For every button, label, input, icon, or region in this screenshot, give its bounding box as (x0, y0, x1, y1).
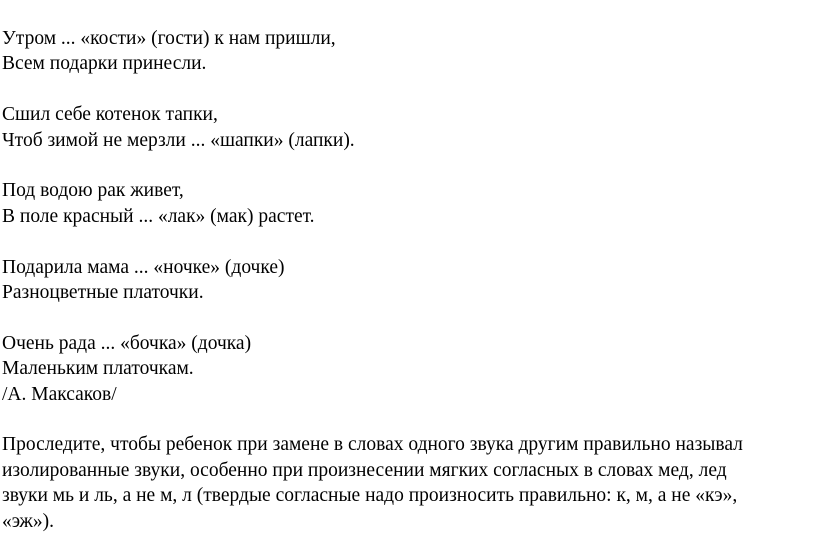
poem-stanza-4 (2, 255, 816, 306)
poem-line: Маленьким платочкам. (2, 358, 194, 380)
poem-line: Очень рада ... «бочка» (дочка) (2, 332, 252, 354)
poem-line: Разноцветные платочки. (2, 282, 204, 304)
poem-stanza-3 (2, 178, 816, 229)
poem-line: Сшил себе котенок тапки, (2, 104, 218, 126)
poem-stanza-5 (2, 331, 816, 407)
poem-stanza-2 (2, 102, 816, 153)
poem-line: Утром ... «кости» (гости) к нам пришли, (2, 28, 336, 49)
instruction-line: Проследите, чтобы ребенок при замене в словах одного звука другим правильно называл (2, 434, 743, 456)
poem-line: Всем подарки принесли. (2, 53, 207, 75)
poem-line: Подарила мама ... «ночке» (дочке) (2, 256, 285, 278)
poem-stanza-1 (2, 26, 816, 77)
instruction-line: изолированные звуки, особенно при произнесении мягких согласных в словах мед, лед (2, 459, 727, 481)
poem-line: В поле красный ... «лак» (мак) растет. (2, 205, 315, 227)
instruction-paragraph (2, 432, 792, 534)
instruction-line: звуки мь и ль, а не м, л (твердые согласные надо произносить правильно: к, м, а не «кэ», (2, 485, 738, 507)
poem-line: Чтоб зимой не мерзли ... «шапки» (лапки). (2, 129, 355, 151)
instruction-line: «эж»). (2, 510, 54, 532)
poem-line: Под водою рак живет, (2, 180, 184, 202)
poem-author: /А. Максаков/ (2, 383, 117, 405)
